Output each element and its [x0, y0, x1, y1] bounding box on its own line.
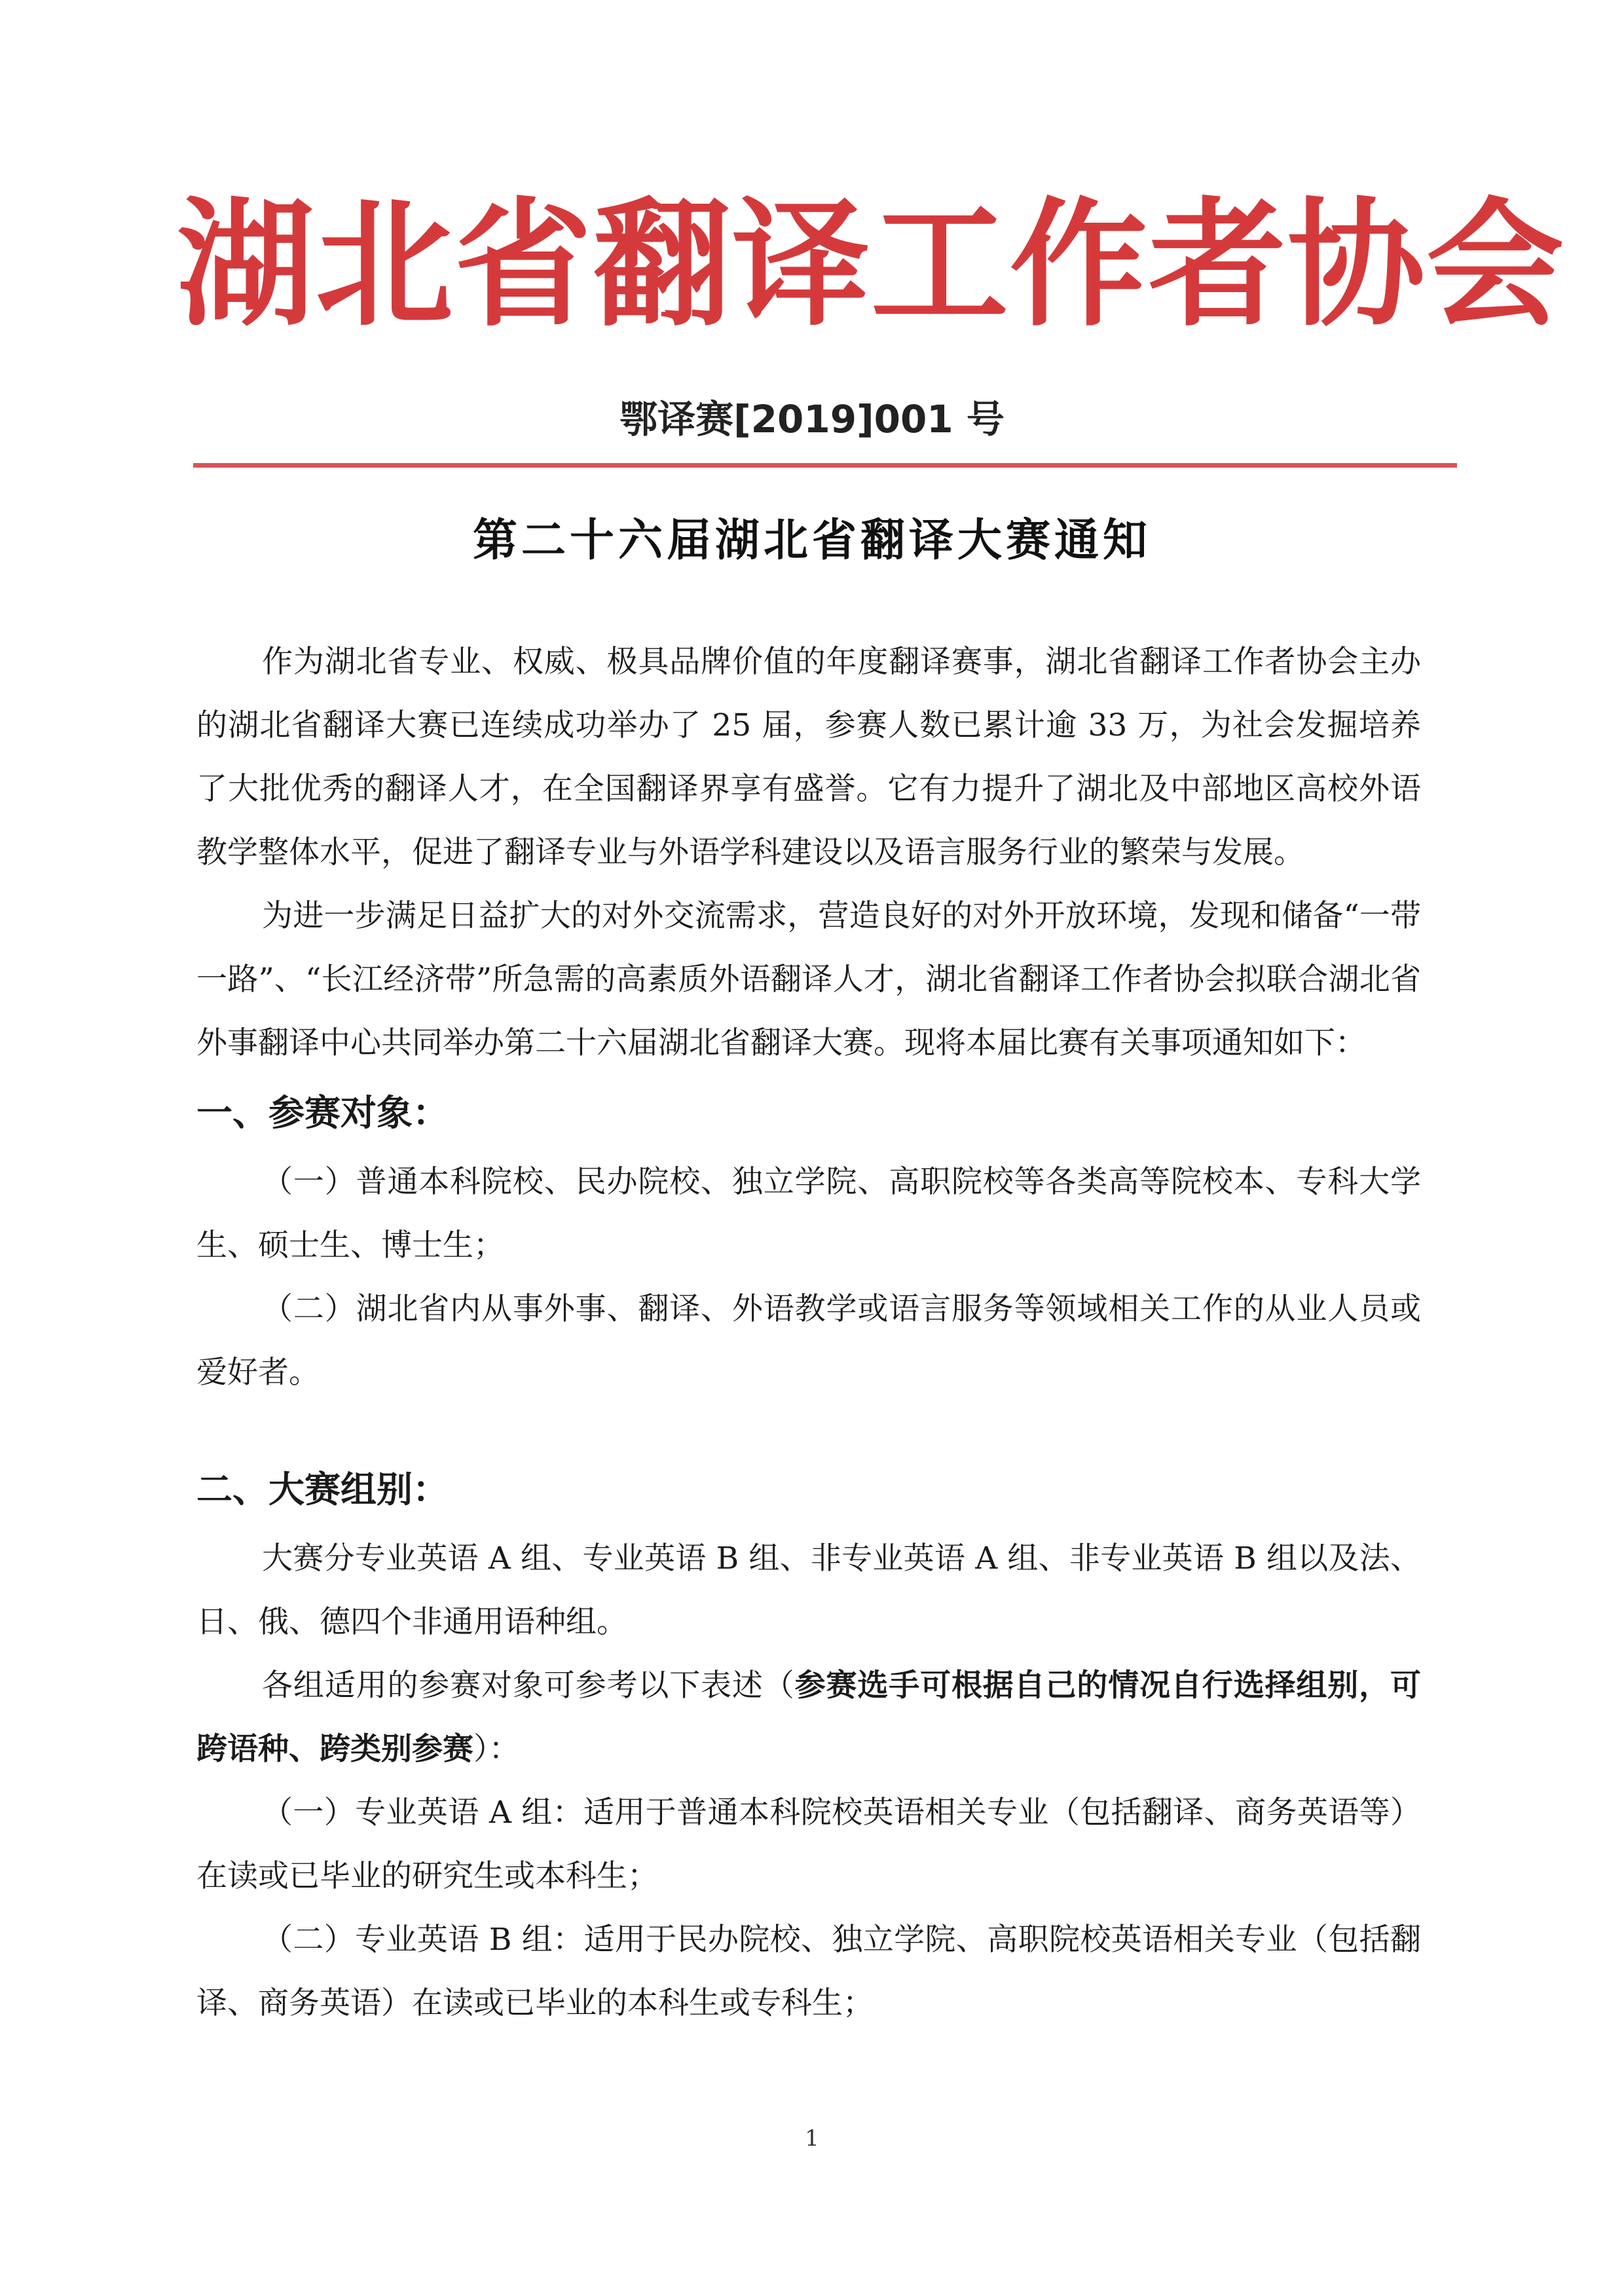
groups-paragraph-2-tail: ）： — [473, 1731, 520, 1767]
intro-paragraph-2: 为进一步满足日益扩大的对外交流需求，营造良好的对外开放环境，发现和储备“一带一路”、“长江经济带”所急需的高素质外语翻译人才，湖北省翻译工作者协会拟联合湖北省外事翻译中心共同举办第二十六届湖北省翻译大赛。现将本届比赛有关事项通知如下： — [196, 898, 1421, 1061]
groups-paragraph-2-emphasis: 参赛选手可根据自己的情况自行选择组别，可跨语种、跨类别参赛 — [196, 1668, 1422, 1767]
groups-paragraph-2-lead: 各组适用的参赛对象可参考以下表述（ — [262, 1668, 795, 1704]
section-heading-participants: 一、参赛对象： — [196, 1091, 449, 1134]
page-number: 1 — [805, 2125, 819, 2152]
organization-letterhead: 湖北省翻译工作者协会 — [177, 185, 1566, 345]
notice-body — [196, 630, 1421, 2035]
group-item-2: （二）专业英语 B 组：适用于民办院校、独立学院、高职院校英语相关专业（包括翻译、商务英语）在读或已毕业的本科生或专科生； — [196, 1922, 1421, 2021]
groups-paragraph-2 — [196, 1654, 1421, 1781]
intro-paragraph-1: 作为湖北省专业、权威、极具品牌价值的年度翻译赛事，湖北省翻译工作者协会主办的湖北省翻译大赛已连续成功举办了 25 届，参赛人数已累计逾 33 万，为社会发掘培养了大批优秀的翻译人才，在全国翻译界享有盛誉。它有力提升了湖北及中部地区高校外语教学整体水平，促进了翻译专业与外语学科建设以及语言服务行业的繁荣与发展。 — [196, 644, 1421, 870]
group-item-1: （一）专业英语 A 组：适用于普通本科院校英语相关专业（包括翻译、商务英语等）在读或已毕业的研究生或本科生； — [196, 1795, 1421, 1894]
participant-item-1: （一）普通本科院校、民办院校、独立学院、高职院校等各类高等院校本、专科大学生、硕士生、博士生； — [196, 1164, 1421, 1263]
document-number: 鄂译赛[2019]001 号 — [619, 397, 1005, 441]
notice-title: 第二十六届湖北省翻译大赛通知 — [472, 514, 1151, 567]
participant-item-2: （二）湖北省内从事外事、翻译、外语教学或语言服务等领域相关工作的从业人员或爱好者。 — [196, 1291, 1421, 1390]
section-heading-groups: 二、大赛组别： — [196, 1468, 449, 1510]
groups-paragraph-1: 大赛分专业英语 A 组、专业英语 B 组、非专业英语 A 组、非专业英语 B 组以及法、日、俄、德四个非通用语种组。 — [196, 1540, 1421, 1640]
letterhead-divider — [193, 463, 1457, 468]
section-spacer — [196, 1404, 1421, 1451]
